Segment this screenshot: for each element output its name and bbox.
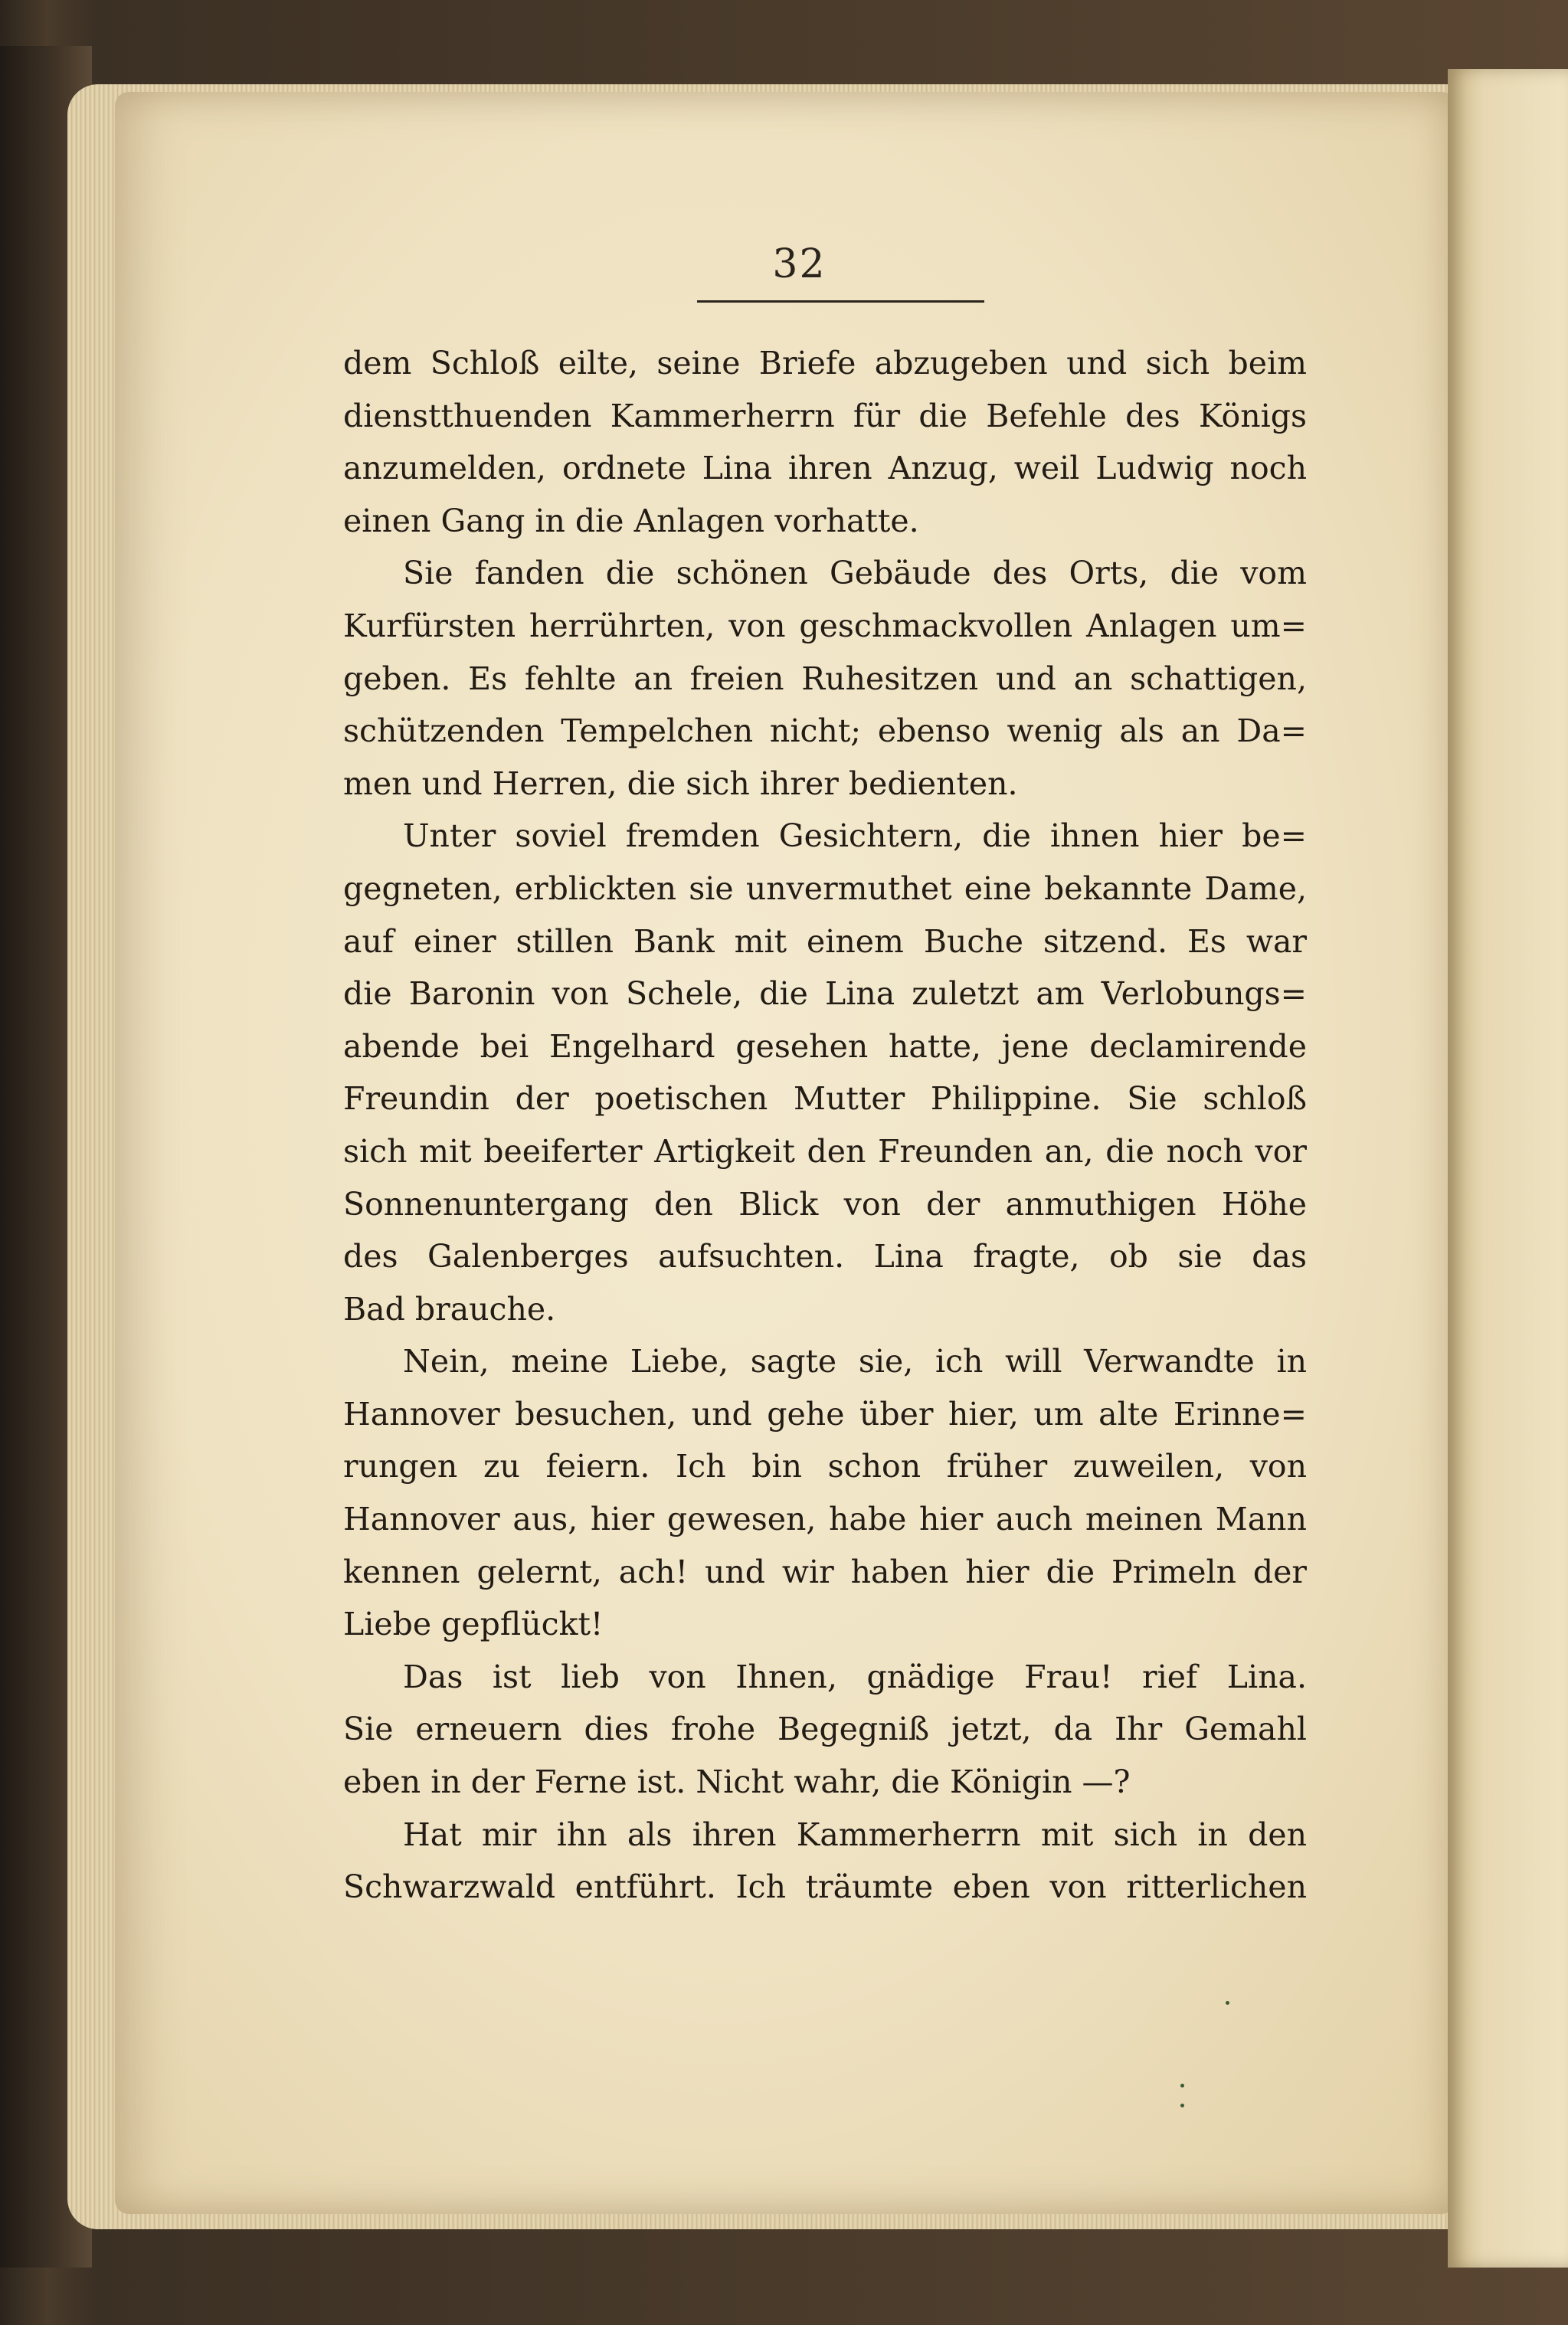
paragraph	[343, 1809, 1307, 1914]
text-line: gegneten, erblickten sie unvermuthet eine bekannte Dame,	[343, 869, 1307, 907]
text-line: Liebe gepflückt!	[343, 1606, 604, 1643]
paper-speck	[1180, 2104, 1184, 2107]
text-line: dienstthuenden Kammerherrn für die Befehle des Königs	[343, 397, 1307, 434]
text-line: kennen gelernt, ach! und wir haben hier die Primeln der	[343, 1553, 1307, 1590]
text-line: Schwarzwald entführt. Ich träumte eben von ritterlichen	[343, 1868, 1307, 1906]
text-line: Bad brauche.	[343, 1290, 556, 1328]
text-line: Sie fanden die schönen Gebäude des Orts, die vom	[403, 555, 1307, 592]
text-line: Sie erneuern dies frohe Begegniß jetzt, da Ihr Gemahl	[343, 1711, 1307, 1748]
text-line: die Baronin von Schele, die Lina zuletzt am Verlobungs=	[343, 975, 1307, 1013]
text-line: Nein, meine Liebe, sagte sie, ich will Verwandte in	[403, 1343, 1307, 1380]
paragraph	[343, 547, 1307, 810]
text-line: anzumelden, ordnete Lina ihren Anzug, weil Ludwig noch	[343, 450, 1307, 487]
paragraph	[343, 1651, 1307, 1809]
paragraph	[343, 337, 1307, 547]
text-line: Kurfürsten herrührten, von geschmackvollen Anlagen um=	[343, 607, 1307, 644]
text-line: auf einer stillen Bank mit einem Buche sitzend. Es war	[343, 922, 1307, 960]
text-line: schützenden Tempelchen nicht; ebenso wenig als an Da=	[343, 712, 1307, 750]
text-line: einen Gang in die Anlagen vorhatte.	[343, 502, 919, 539]
text-line: geben. Es fehlte an freien Ruhesitzen und an schattigen,	[343, 660, 1307, 697]
text-line: eben in der Ferne ist. Nicht wahr, die Königin —?	[343, 1763, 1131, 1801]
facing-page-edge	[1448, 69, 1568, 2268]
text-line: rungen zu feiern. Ich bin schon früher zuweilen, von	[343, 1448, 1307, 1485]
text-line: Hannover aus, hier gewesen, habe hier auch meinen Mann	[343, 1501, 1307, 1538]
text-line: men und Herren, die sich ihrer bedienten.	[343, 765, 1018, 802]
paper-speck	[1226, 2001, 1229, 2005]
paragraph	[343, 1335, 1307, 1651]
paper-speck	[1180, 2084, 1184, 2088]
text-line: Unter soviel fremden Gesichtern, die ihnen hier be=	[403, 817, 1307, 855]
text-line: sich mit beeiferter Artigkeit den Freunden an, die noch vor	[343, 1132, 1307, 1170]
text-line: Hannover besuchen, und gehe über hier, um alte Erinne=	[343, 1395, 1307, 1433]
text-line: des Galenberges aufsuchten. Lina fragte, ob sie das	[343, 1238, 1307, 1275]
text-line: Das ist lieb von Ihnen, gnädige Frau! rief Lina.	[403, 1658, 1307, 1695]
text-line: Hat mir ihn als ihren Kammerherrn mit sich in den	[403, 1816, 1307, 1853]
header-rule	[697, 300, 984, 303]
page-number: 32	[772, 241, 827, 287]
body-text	[343, 337, 1307, 1914]
text-line: dem Schloß eilte, seine Briefe abzugeben und sich beim	[343, 345, 1307, 381]
paragraph	[343, 810, 1307, 1335]
text-line: abende bei Engelhard gesehen hatte, jene declamirende	[343, 1027, 1307, 1065]
text-line: Sonnenuntergang den Blick von der anmuthigen Höhe	[343, 1185, 1307, 1223]
text-line: Freundin der poetischen Mutter Philippine. Sie schloß	[343, 1080, 1307, 1118]
